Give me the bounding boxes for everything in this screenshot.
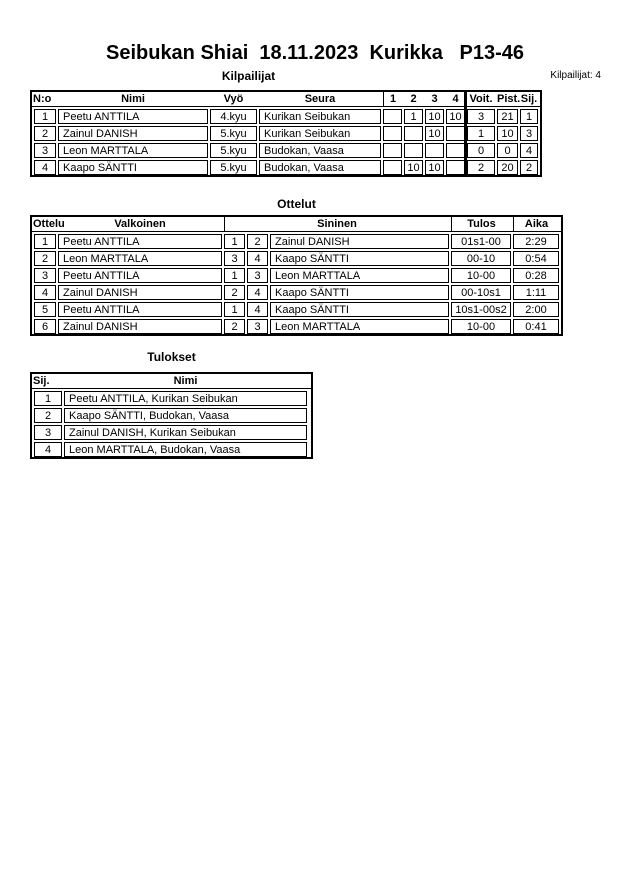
cell-time: 0:28 [513,268,559,283]
cell-match-3: 10 [425,160,444,175]
header-voit: Voit. [469,93,493,105]
table-row [34,160,538,175]
table-row [34,391,309,406]
cell-white-number: 2 [224,319,245,334]
cell-time: 1:11 [513,285,559,300]
cell-white-player: Leon MARTTALA [58,251,222,266]
cell-result: 10-00 [451,319,511,334]
cell-match-2 [404,143,423,158]
table-row [34,143,538,158]
cell-white-player: Zainul DANISH [58,285,222,300]
cell-match-number: 6 [34,319,56,334]
cell-name-club: Leon MARTTALA, Budokan, Vaasa [64,442,307,457]
table-row [34,302,559,317]
page-title: Seibukan Shiai 18.11.2023 Kurikka P13-46 [105,42,525,64]
table-row [34,408,309,423]
cell-vyo: 5.kyu [210,126,257,141]
competitors-section-title: Kilpailijat [221,69,276,83]
header-ottelu: Ottelu [33,218,65,230]
cell-blue-number: 4 [247,302,268,317]
cell-result: 10s1-00s2 [451,302,511,317]
cell-match-1 [383,160,402,175]
header-match-4: 4 [452,93,459,105]
cell-placement: 3 [34,425,62,440]
cell-blue-player: Kaapo SÄNTTI [270,285,449,300]
header-sij: Sij. [520,93,538,105]
cell-white-player: Peetu ANTTILA [58,268,222,283]
cell-blue-number: 4 [247,251,268,266]
cell-match-number: 1 [34,234,56,249]
cell-name-club: Peetu ANTTILA, Kurikan Seibukan [64,391,307,406]
cell-name-club: Zainul DANISH, Kurikan Seibukan [64,425,307,440]
cell-pist: 0 [497,143,518,158]
cell-no: 3 [34,143,56,158]
cell-no: 4 [34,160,56,175]
thick-divider-line [464,92,467,175]
header-vyo: Vyö [223,93,244,105]
cell-white-number: 3 [224,251,245,266]
header-match-2: 2 [410,93,417,105]
cell-nimi: Zainul DANISH [58,126,208,141]
cell-white-number: 1 [224,302,245,317]
cell-blue-number: 3 [247,319,268,334]
cell-vyo: 5.kyu [210,160,257,175]
cell-result: 01s1-00 [451,234,511,249]
cell-nimi: Leon MARTTALA [58,143,208,158]
cell-blue-number: 2 [247,234,268,249]
cell-white-player: Peetu ANTTILA [58,302,222,317]
cell-seura: Budokan, Vaasa [259,160,381,175]
cell-name-club: Kaapo SÄNTTI, Budokan, Vaasa [64,408,307,423]
header-match-3: 3 [431,93,438,105]
cell-blue-number: 3 [247,268,268,283]
matches-section-title: Ottelut [277,197,316,211]
cell-match-3: 10 [425,109,444,124]
header-nimi: Nimi [121,93,145,105]
results-section-title: Tulokset [147,350,196,364]
cell-result: 10-00 [451,268,511,283]
header-no: N:o [33,93,52,105]
cell-nimi: Kaapo SÄNTTI [58,160,208,175]
table-row [34,319,559,334]
cell-time: 2:29 [513,234,559,249]
cell-match-2: 1 [404,109,423,124]
cell-result: 00-10s1 [451,285,511,300]
cell-no: 2 [34,126,56,141]
cell-match-2 [404,126,423,141]
table-row [34,268,559,283]
cell-white-number: 1 [224,234,245,249]
competitors-count-label: Kilpailijat: 4 [550,70,601,81]
cell-voit: 1 [467,126,495,141]
cell-seura: Kurikan Seibukan [259,109,381,124]
cell-match-1 [383,109,402,124]
cell-placement: 4 [34,442,62,457]
cell-match-number: 5 [34,302,56,317]
cell-seura: Budokan, Vaasa [259,143,381,158]
cell-match-3: 10 [425,126,444,141]
cell-match-number: 2 [34,251,56,266]
cell-time: 0:54 [513,251,559,266]
cell-seura: Kurikan Seibukan [259,126,381,141]
table-row [34,425,309,440]
cell-time: 0:41 [513,319,559,334]
cell-result: 00-10 [451,251,511,266]
header-nimi: Nimi [173,375,198,387]
cell-match-number: 3 [34,268,56,283]
cell-white-player: Peetu ANTTILA [58,234,222,249]
cell-blue-player: Zainul DANISH [270,234,449,249]
competitors-table [30,90,542,177]
header-sininen: Sininen [224,217,449,231]
cell-blue-number: 4 [247,285,268,300]
cell-blue-player: Kaapo SÄNTTI [270,302,449,317]
cell-sij: 1 [520,109,538,124]
table-row [34,251,559,266]
cell-sij: 2 [520,160,538,175]
table-row [34,109,538,124]
cell-match-number: 4 [34,285,56,300]
cell-white-number: 2 [224,285,245,300]
header-match-1: 1 [383,92,402,106]
results-table [30,372,313,459]
cell-nimi: Peetu ANTTILA [58,109,208,124]
cell-voit: 0 [467,143,495,158]
header-valkoinen: Valkoinen [114,218,166,230]
cell-match-1 [383,143,402,158]
cell-match-1 [383,126,402,141]
cell-sij: 3 [520,126,538,141]
cell-white-number: 1 [224,268,245,283]
table-row [34,442,309,457]
cell-placement: 1 [34,391,62,406]
cell-match-2: 10 [404,160,423,175]
cell-match-3 [425,143,444,158]
cell-placement: 2 [34,408,62,423]
cell-voit: 3 [467,109,495,124]
cell-voit: 2 [467,160,495,175]
table-row [34,234,559,249]
cell-time: 2:00 [513,302,559,317]
cell-pist: 20 [497,160,518,175]
cell-blue-player: Leon MARTTALA [270,268,449,283]
cell-match-4 [446,143,465,158]
matches-table-header [32,217,561,232]
cell-blue-player: Kaapo SÄNTTI [270,251,449,266]
header-tulos: Tulos [451,217,511,231]
cell-sij: 4 [520,143,538,158]
cell-pist: 10 [497,126,518,141]
header-aika: Aika [513,217,559,231]
cell-pist: 21 [497,109,518,124]
header-sij: Sij. [33,375,50,387]
cell-vyo: 5.kyu [210,143,257,158]
cell-white-player: Zainul DANISH [58,319,222,334]
results-table-header [32,374,311,389]
cell-match-4: 10 [446,109,465,124]
header-seura: Seura [304,93,336,105]
cell-no: 1 [34,109,56,124]
cell-vyo: 4.kyu [210,109,257,124]
cell-blue-player: Leon MARTTALA [270,319,449,334]
table-row [34,285,559,300]
cell-match-4 [446,160,465,175]
cell-match-4 [446,126,465,141]
header-pist: Pist. [497,93,521,105]
matches-table [30,215,563,336]
table-row [34,126,538,141]
